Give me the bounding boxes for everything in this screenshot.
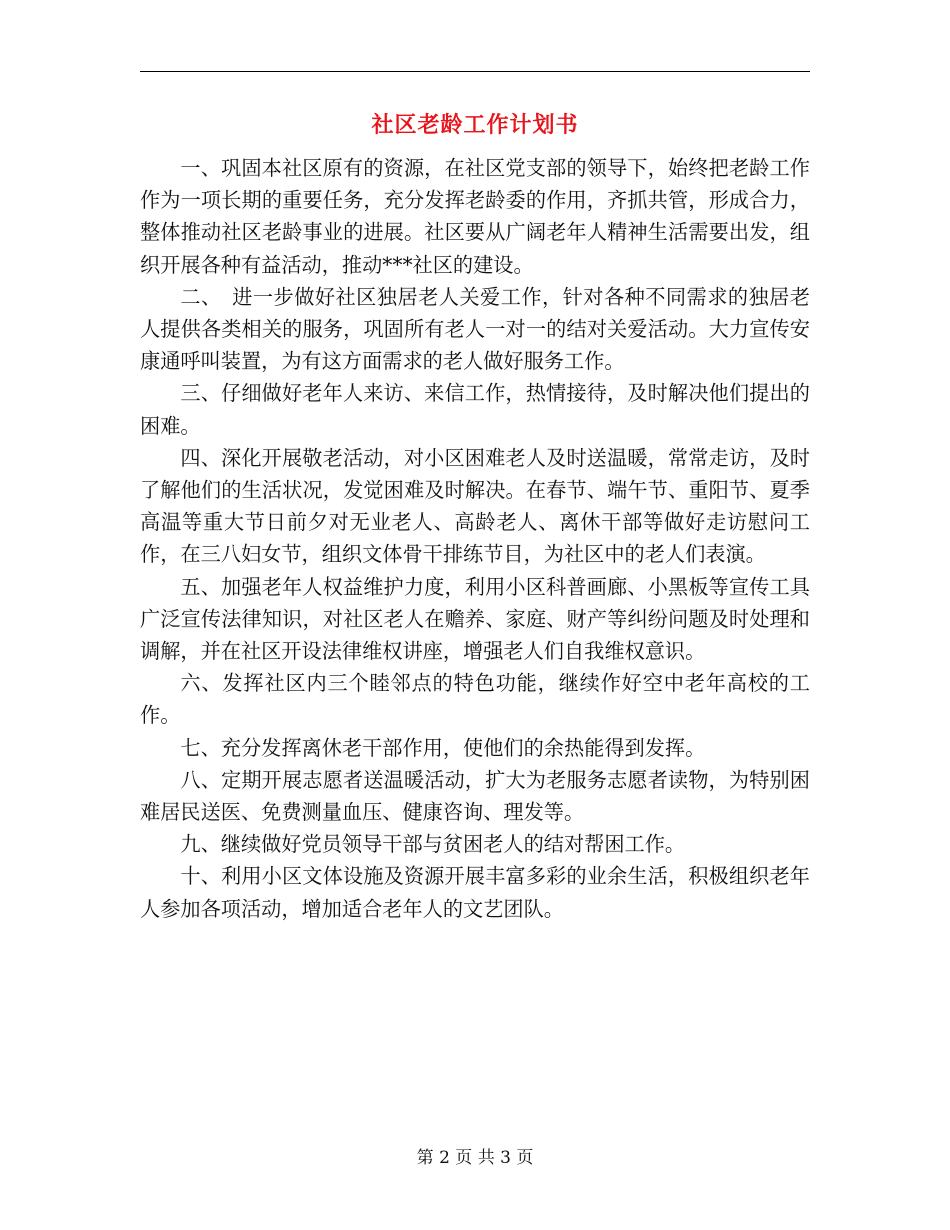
header-rule [140,71,810,72]
paragraph-3: 三、仔细做好老年人来访、来信工作，热情接待，及时解决他们提出的困难。 [140,381,810,438]
document-title: 社区老龄工作计划书 [371,112,579,138]
paragraph-7: 七、充分发挥离休老干部作用，使他们的余热能得到发挥。 [180,735,706,760]
paragraph-6: 六、发挥社区内三个睦邻点的特色功能，继续作好空中老年高校的工作。 [140,671,810,728]
paragraph-10: 十、利用小区文体设施及资源开展丰富多彩的业余生活，积极组织老年人参加各项活动，增加适合老年人的文艺团队。 [140,864,810,921]
paragraph-9: 九、继续做好党员领导干部与贫困老人的结对帮困工作。 [180,832,686,857]
paragraph-1: 一、巩固本社区原有的资源，在社区党支部的领导下，始终把老龄工作作为一项长期的重要任务，充分发挥老龄委的作用，齐抓共管，形成合力，整体推动社区老龄事业的进展。社区要从广阔老年人精神生活需要出发，组织开展各种有益活动，推动***社区的建设。 [140,156,810,277]
document-body [140,152,810,925]
page-number-label: 第 2 页 共 3 页 [416,1148,534,1168]
page-footer [0,1146,950,1170]
paragraph-8: 八、定期开展志愿者送温暖活动，扩大为老服务志愿者读物，为特别困难居民送医、免费测量血压、健康咨询、理发等。 [140,767,810,825]
paragraph-4: 四、深化开展敬老活动，对小区困难老人及时送温暖，常常走访，及时了解他们的生活状况，发觉困难及时解决。在春节、端午节、重阳节、夏季高温等重大节日前夕对无业老人、高龄老人、离休干部等做好走访慰问工作，在三八妇女节，组织文体骨干排练节目，为社区中的老人们表演。 [140,445,810,567]
paragraph-2: 二、 进一步做好社区独居老人关爱工作，针对各种不同需求的独居老人提供各类相关的服务，巩固所有老人一对一的结对关爱活动。大力宣传安康通呼叫装置，为有这方面需求的老人做好服务工作。 [140,284,810,374]
paragraph-5: 五、加强老年人权益维护力度，利用小区科普画廊、小黑板等宣传工具广泛宣传法律知识，对社区老人在赡养、家庭、财产等纠纷问题及时处理和调解，并在社区开设法律维权讲座，增强老人们自我维权意识。 [140,574,810,664]
